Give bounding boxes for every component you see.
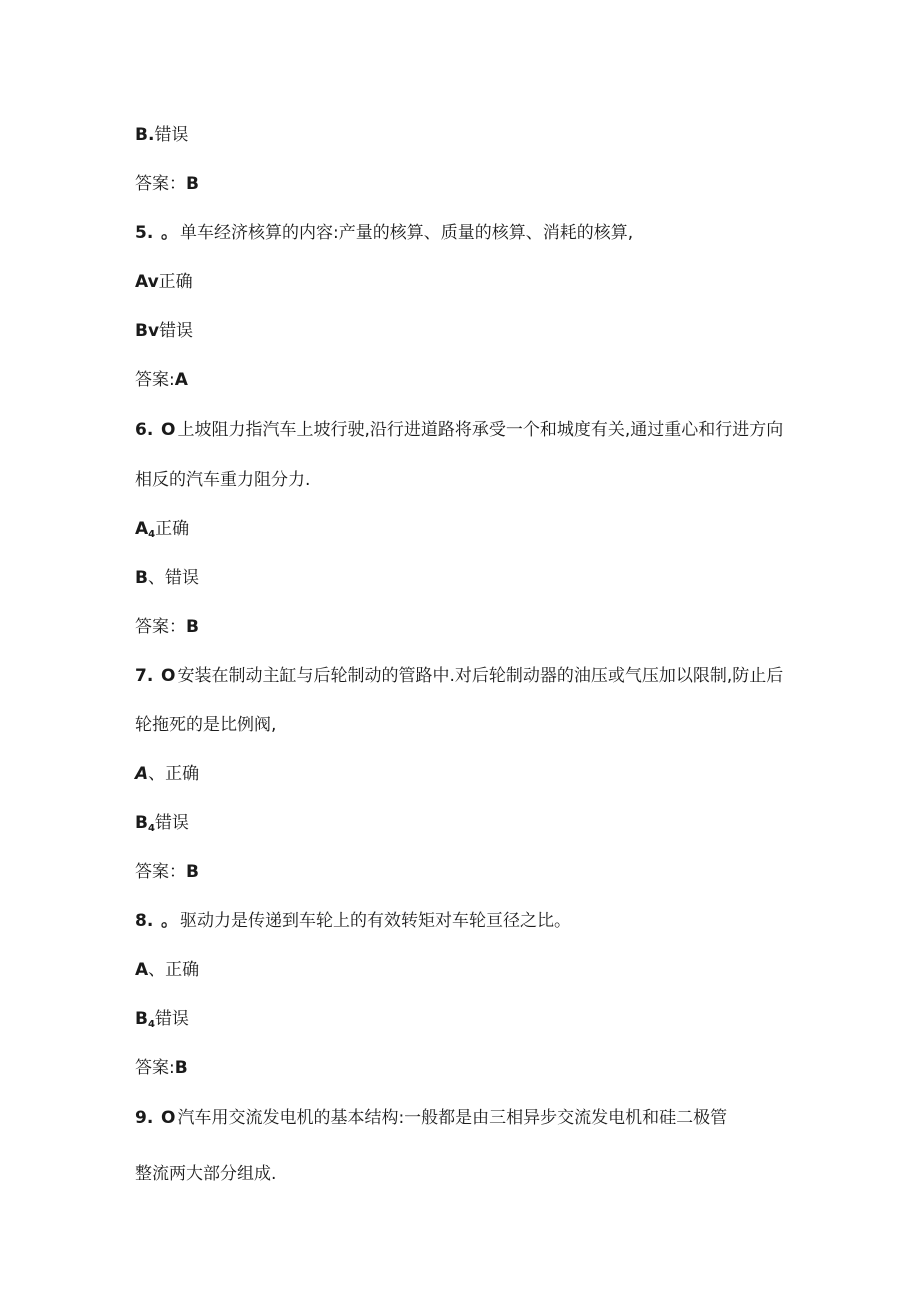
option-separator: 、 <box>148 764 166 784</box>
option-a <box>135 272 193 292</box>
option-letter: B <box>135 125 148 145</box>
question-lead-mark: 。 <box>161 223 178 243</box>
option-letter: A <box>135 272 148 292</box>
answer-label: 答案： <box>135 174 186 194</box>
answer-label: 答案： <box>135 617 186 637</box>
option-letter: B <box>135 1009 148 1029</box>
question-text: 单车经济核算的内容:产量的核算、质量的核算、消耗的核算, <box>180 223 634 243</box>
question-text-line1: 上坡阻力指汽车上坡行驶,沿行进道路将承受一个和城度有关,通过重心和行进方向 <box>177 420 784 440</box>
answer <box>135 174 199 194</box>
option-b <box>135 321 193 341</box>
option-separator: 4 <box>147 823 155 834</box>
option-text: 正确 <box>165 764 200 784</box>
question-7-continuation <box>135 715 276 735</box>
question-number: 5. <box>135 223 154 243</box>
question-7 <box>135 666 783 686</box>
question-9 <box>135 1108 727 1128</box>
option-text: 错误 <box>159 321 194 341</box>
question-lead-mark: 。 <box>161 911 178 931</box>
question-text: 驱动力是传递到车轮上的有效转矩对车轮亘径之比。 <box>180 911 571 931</box>
option-separator: 、 <box>148 960 166 980</box>
option-text: 错误 <box>154 1009 189 1029</box>
answer-value: A <box>174 370 188 390</box>
question-number: 9. <box>135 1108 154 1128</box>
answer-value: B <box>186 174 199 194</box>
option-letter: B <box>135 321 148 341</box>
question-lead-mark: O <box>161 666 176 686</box>
answer-label: 答案： <box>135 862 186 882</box>
answer-label: 答案: <box>135 1058 175 1078</box>
option-separator: v <box>147 321 160 341</box>
option-letter: B <box>135 568 148 588</box>
option-b <box>135 1009 189 1035</box>
question-9-continuation <box>135 1164 276 1184</box>
question-5 <box>135 223 633 243</box>
question-text-line2: 相反的汽车重力阻分力. <box>135 470 311 490</box>
answer-value: B <box>174 1058 188 1078</box>
answer <box>135 617 199 637</box>
question-number: 8. <box>135 911 154 931</box>
question-lead-mark: O <box>161 420 176 440</box>
question-text-line2: 轮拖死的是比例阀, <box>135 715 277 735</box>
question-text-line2: 整流两大部分组成. <box>135 1164 277 1184</box>
answer <box>135 862 199 882</box>
option-separator: v <box>147 272 159 292</box>
option-text: 正确 <box>165 960 200 980</box>
option-b <box>135 813 189 839</box>
option-a <box>135 519 189 545</box>
answer <box>135 370 188 390</box>
option-text: 正确 <box>158 272 193 292</box>
question-8 <box>135 911 571 931</box>
option-a <box>135 960 199 980</box>
option-text: 错误 <box>154 813 189 833</box>
question-number: 7. <box>135 666 154 686</box>
option-letter: B <box>135 813 148 833</box>
option-separator: 4 <box>147 1019 155 1030</box>
answer-value: B <box>186 862 199 882</box>
question-text-line1: 汽车用交流发电机的基本结构:一般都是由三相异步交流发电机和硅二极管 <box>177 1108 728 1128</box>
option-text: 错误 <box>164 568 199 588</box>
question-number: 6. <box>135 420 154 440</box>
answer <box>135 1058 188 1078</box>
option-letter: A <box>135 519 149 539</box>
answer-label: 答案: <box>135 370 175 390</box>
option-letter: A <box>135 764 149 784</box>
option-separator: 4 <box>148 529 156 540</box>
question-6-continuation <box>135 470 310 490</box>
option-letter: A <box>135 960 149 980</box>
question-6 <box>135 420 783 440</box>
question-text-line1: 安装在制动主缸与后轮制动的管路中.对后轮制动器的油压或气压加以限制,防止后 <box>177 666 784 686</box>
option-text: 错误 <box>154 125 189 145</box>
option-text: 正确 <box>155 519 190 539</box>
question-lead-mark: O <box>161 1108 176 1128</box>
option-a <box>135 764 199 784</box>
option-b <box>135 125 188 145</box>
answer-value: B <box>186 617 199 637</box>
option-b <box>135 568 199 588</box>
option-separator: . <box>147 125 155 145</box>
option-separator: 、 <box>147 568 165 588</box>
